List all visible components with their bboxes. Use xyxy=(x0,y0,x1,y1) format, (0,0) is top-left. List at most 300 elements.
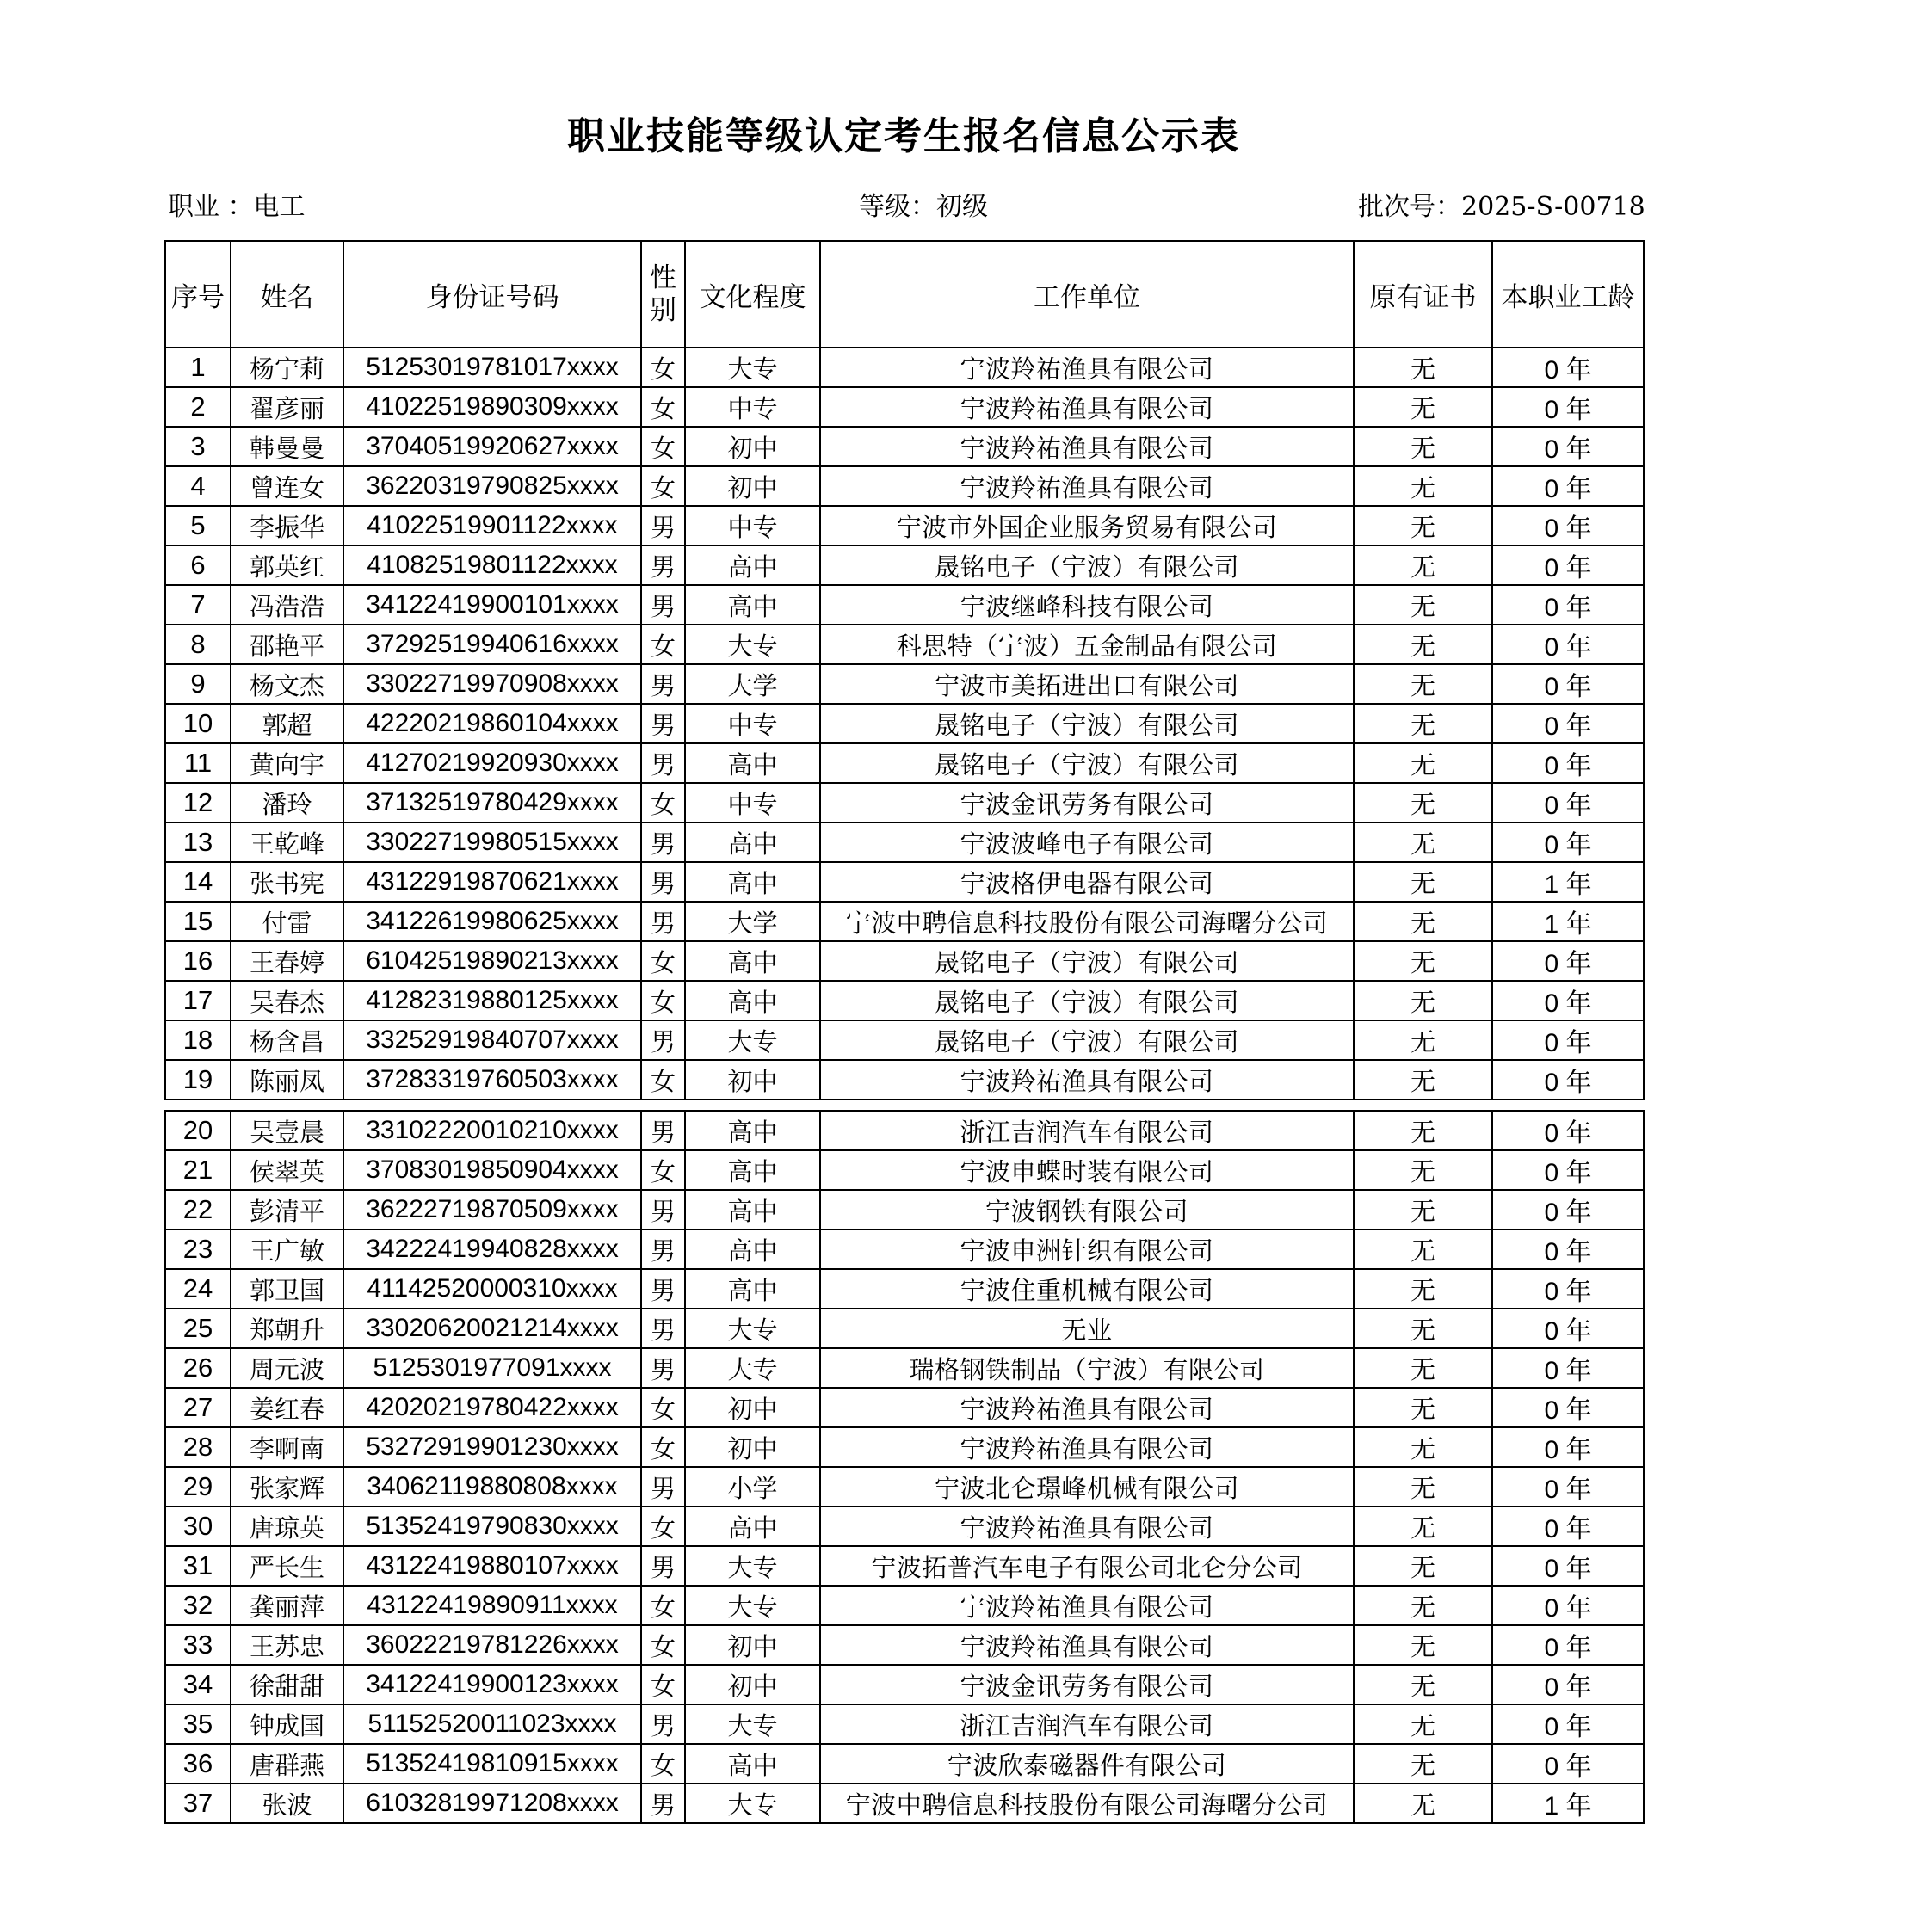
applicant-name-cell: 李振华 xyxy=(231,506,343,545)
existing-certificate-cell: 无 xyxy=(1354,1744,1492,1784)
work-unit-cell: 宁波拓普汽车电子有限公司北仑分公司 xyxy=(820,1546,1354,1586)
gender-cell: 男 xyxy=(641,1020,685,1060)
table-header-row xyxy=(165,241,1644,348)
id-number-cell: 5125301977091xxxx xyxy=(343,1348,641,1388)
education-level-cell: 高中 xyxy=(685,1744,820,1784)
table-row xyxy=(165,1506,1644,1546)
applicant-name-cell: 杨文杰 xyxy=(231,664,343,704)
id-number-cell: 33252919840707xxxx xyxy=(343,1020,641,1060)
education-level-cell: 高中 xyxy=(685,545,820,585)
existing-certificate-cell: 无 xyxy=(1354,1150,1492,1190)
table-row xyxy=(165,1586,1644,1625)
id-number-cell: 51152520011023xxxx xyxy=(343,1704,641,1744)
row-number-cell: 34 xyxy=(165,1665,231,1704)
work-unit-cell: 宁波格伊电器有限公司 xyxy=(820,862,1354,902)
header-no: 序号 xyxy=(165,241,231,348)
existing-certificate-cell: 无 xyxy=(1354,1309,1492,1348)
years-in-occupation-cell: 0 年 xyxy=(1492,348,1644,387)
batch-number-label: 批次号：2025-S-00718 xyxy=(1358,192,1645,222)
gender-cell: 男 xyxy=(641,1269,685,1309)
id-number-cell: 33102220010210xxxx xyxy=(343,1111,641,1150)
id-number-cell: 51352419810915xxxx xyxy=(343,1744,641,1784)
gender-cell: 女 xyxy=(641,427,685,466)
table-row xyxy=(165,625,1644,664)
years-in-occupation-cell: 0 年 xyxy=(1492,466,1644,506)
work-unit-cell: 宁波金讯劳务有限公司 xyxy=(820,783,1354,823)
years-in-occupation-cell: 0 年 xyxy=(1492,1060,1644,1100)
work-unit-cell: 晟铭电子（宁波）有限公司 xyxy=(820,704,1354,743)
table-row xyxy=(165,664,1644,704)
existing-certificate-cell: 无 xyxy=(1354,941,1492,981)
id-number-cell: 43122419890911xxxx xyxy=(343,1586,641,1625)
existing-certificate-cell: 无 xyxy=(1354,1625,1492,1665)
row-number-cell: 11 xyxy=(165,743,231,783)
row-number-cell: 3 xyxy=(165,427,231,466)
table-row xyxy=(165,704,1644,743)
id-number-cell: 42020219780422xxxx xyxy=(343,1388,641,1427)
row-number-cell: 24 xyxy=(165,1269,231,1309)
education-level-cell: 小学 xyxy=(685,1467,820,1506)
education-level-cell: 高中 xyxy=(685,941,820,981)
education-level-cell: 初中 xyxy=(685,1060,820,1100)
work-unit-cell: 晟铭电子（宁波）有限公司 xyxy=(820,1020,1354,1060)
applicant-name-cell: 郭英红 xyxy=(231,545,343,585)
row-number-cell: 17 xyxy=(165,981,231,1020)
id-number-cell: 36220319790825xxxx xyxy=(343,466,641,506)
id-number-cell: 61032819971208xxxx xyxy=(343,1784,641,1823)
applicant-name-cell: 曾连女 xyxy=(231,466,343,506)
work-unit-cell: 宁波申蝶时装有限公司 xyxy=(820,1150,1354,1190)
years-in-occupation-cell: 0 年 xyxy=(1492,1388,1644,1427)
id-number-cell: 37283319760503xxxx xyxy=(343,1060,641,1100)
years-in-occupation-cell: 0 年 xyxy=(1492,1229,1644,1269)
applicant-name-cell: 张书宪 xyxy=(231,862,343,902)
education-level-cell: 中专 xyxy=(685,387,820,427)
row-number-cell: 14 xyxy=(165,862,231,902)
years-in-occupation-cell: 0 年 xyxy=(1492,1506,1644,1546)
education-level-cell: 大专 xyxy=(685,1704,820,1744)
id-number-cell: 33020620021214xxxx xyxy=(343,1309,641,1348)
work-unit-cell: 宁波北仑璟峰机械有限公司 xyxy=(820,1467,1354,1506)
work-unit-cell: 宁波羚祐渔具有限公司 xyxy=(820,348,1354,387)
id-number-cell: 36022219781226xxxx xyxy=(343,1625,641,1665)
row-number-cell: 29 xyxy=(165,1467,231,1506)
years-in-occupation-cell: 0 年 xyxy=(1492,1150,1644,1190)
education-level-cell: 大专 xyxy=(685,1020,820,1060)
row-number-cell: 32 xyxy=(165,1586,231,1625)
gender-cell: 女 xyxy=(641,1586,685,1625)
row-number-cell: 6 xyxy=(165,545,231,585)
work-unit-cell: 晟铭电子（宁波）有限公司 xyxy=(820,743,1354,783)
work-unit-cell: 晟铭电子（宁波）有限公司 xyxy=(820,941,1354,981)
applicant-name-cell: 付雷 xyxy=(231,902,343,941)
table-row xyxy=(165,1704,1644,1744)
row-number-cell: 30 xyxy=(165,1506,231,1546)
work-unit-cell: 宁波市外国企业服务贸易有限公司 xyxy=(820,506,1354,545)
header-education: 文化程度 xyxy=(685,241,820,348)
row-number-cell: 16 xyxy=(165,941,231,981)
row-number-cell: 4 xyxy=(165,466,231,506)
id-number-cell: 37040519920627xxxx xyxy=(343,427,641,466)
table-row xyxy=(165,862,1644,902)
row-number-cell: 15 xyxy=(165,902,231,941)
id-number-cell: 61042519890213xxxx xyxy=(343,941,641,981)
header-name: 姓名 xyxy=(231,241,343,348)
years-in-occupation-cell: 0 年 xyxy=(1492,1704,1644,1744)
row-number-cell: 8 xyxy=(165,625,231,664)
education-level-cell: 大专 xyxy=(685,1546,820,1586)
years-in-occupation-cell: 1 年 xyxy=(1492,902,1644,941)
years-in-occupation-cell: 0 年 xyxy=(1492,625,1644,664)
years-in-occupation-cell: 0 年 xyxy=(1492,1546,1644,1586)
existing-certificate-cell: 无 xyxy=(1354,625,1492,664)
row-number-cell: 5 xyxy=(165,506,231,545)
gender-cell: 男 xyxy=(641,1229,685,1269)
id-number-cell: 37083019850904xxxx xyxy=(343,1150,641,1190)
id-number-cell: 41142520000310xxxx xyxy=(343,1269,641,1309)
education-level-cell: 高中 xyxy=(685,743,820,783)
gender-cell: 女 xyxy=(641,1744,685,1784)
education-level-cell: 初中 xyxy=(685,427,820,466)
table-row xyxy=(165,941,1644,981)
years-in-occupation-cell: 0 年 xyxy=(1492,1744,1644,1784)
education-level-cell: 大专 xyxy=(685,1586,820,1625)
gender-cell: 男 xyxy=(641,704,685,743)
education-level-cell: 初中 xyxy=(685,466,820,506)
id-number-cell: 34222419940828xxxx xyxy=(343,1229,641,1269)
table-row xyxy=(165,387,1644,427)
id-number-cell: 37292519940616xxxx xyxy=(343,625,641,664)
existing-certificate-cell: 无 xyxy=(1354,1784,1492,1823)
id-number-cell: 34122619980625xxxx xyxy=(343,902,641,941)
header-gender-char-2: 别 xyxy=(650,295,676,326)
gender-cell: 女 xyxy=(641,1665,685,1704)
years-in-occupation-cell: 0 年 xyxy=(1492,941,1644,981)
table-row xyxy=(165,506,1644,545)
work-unit-cell: 宁波欣泰磁器件有限公司 xyxy=(820,1744,1354,1784)
table-row xyxy=(165,585,1644,625)
table-row xyxy=(165,1060,1644,1100)
work-unit-cell: 宁波羚祐渔具有限公司 xyxy=(820,466,1354,506)
work-unit-cell: 宁波羚祐渔具有限公司 xyxy=(820,1586,1354,1625)
header-certificate: 原有证书 xyxy=(1354,241,1492,348)
table-row xyxy=(165,1020,1644,1060)
years-in-occupation-cell: 0 年 xyxy=(1492,1348,1644,1388)
gender-cell: 男 xyxy=(641,664,685,704)
years-in-occupation-cell: 0 年 xyxy=(1492,585,1644,625)
applicant-name-cell: 王乾峰 xyxy=(231,823,343,862)
table-row xyxy=(165,981,1644,1020)
existing-certificate-cell: 无 xyxy=(1354,1704,1492,1744)
work-unit-cell: 宁波申洲针织有限公司 xyxy=(820,1229,1354,1269)
applicant-name-cell: 郑朝升 xyxy=(231,1309,343,1348)
table-row xyxy=(165,1744,1644,1784)
years-in-occupation-cell: 0 年 xyxy=(1492,704,1644,743)
applicant-name-cell: 冯浩浩 xyxy=(231,585,343,625)
table-row xyxy=(165,1309,1644,1348)
work-unit-cell: 晟铭电子（宁波）有限公司 xyxy=(820,545,1354,585)
existing-certificate-cell: 无 xyxy=(1354,585,1492,625)
applicant-name-cell: 李啊南 xyxy=(231,1427,343,1467)
applicant-name-cell: 唐琼英 xyxy=(231,1506,343,1546)
table-row xyxy=(165,1784,1644,1823)
applicant-name-cell: 杨宁莉 xyxy=(231,348,343,387)
row-number-cell: 12 xyxy=(165,783,231,823)
years-in-occupation-cell: 1 年 xyxy=(1492,1784,1644,1823)
gender-cell: 男 xyxy=(641,862,685,902)
applicant-name-cell: 周元波 xyxy=(231,1348,343,1388)
table-row xyxy=(165,743,1644,783)
existing-certificate-cell: 无 xyxy=(1354,1060,1492,1100)
existing-certificate-cell: 无 xyxy=(1354,545,1492,585)
row-number-cell: 25 xyxy=(165,1309,231,1348)
gender-cell: 女 xyxy=(641,1388,685,1427)
work-unit-cell: 浙江吉润汽车有限公司 xyxy=(820,1704,1354,1744)
years-in-occupation-cell: 0 年 xyxy=(1492,1020,1644,1060)
table-row xyxy=(165,427,1644,466)
applicant-name-cell: 唐群燕 xyxy=(231,1744,343,1784)
id-number-cell: 41022519890309xxxx xyxy=(343,387,641,427)
applicant-name-cell: 邵艳平 xyxy=(231,625,343,664)
table-row xyxy=(165,1467,1644,1506)
work-unit-cell: 科思特（宁波）五金制品有限公司 xyxy=(820,625,1354,664)
education-level-cell: 中专 xyxy=(685,506,820,545)
applicant-name-cell: 潘玲 xyxy=(231,783,343,823)
gender-cell: 男 xyxy=(641,585,685,625)
education-level-cell: 初中 xyxy=(685,1427,820,1467)
education-level-cell: 高中 xyxy=(685,981,820,1020)
gender-cell: 女 xyxy=(641,783,685,823)
existing-certificate-cell: 无 xyxy=(1354,664,1492,704)
years-in-occupation-cell: 0 年 xyxy=(1492,823,1644,862)
header-gender xyxy=(641,241,685,348)
row-number-cell: 33 xyxy=(165,1625,231,1665)
education-level-cell: 初中 xyxy=(685,1665,820,1704)
row-number-cell: 36 xyxy=(165,1744,231,1784)
work-unit-cell: 宁波继峰科技有限公司 xyxy=(820,585,1354,625)
id-number-cell: 51253019781017xxxx xyxy=(343,348,641,387)
row-number-cell: 28 xyxy=(165,1427,231,1467)
gender-cell: 女 xyxy=(641,348,685,387)
row-number-cell: 20 xyxy=(165,1111,231,1150)
registration-table-page-1 xyxy=(164,240,1645,1100)
table-body-page-2 xyxy=(165,1111,1644,1823)
gender-cell: 女 xyxy=(641,981,685,1020)
table-row xyxy=(165,1546,1644,1586)
table-row xyxy=(165,1111,1644,1150)
education-level-cell: 高中 xyxy=(685,1269,820,1309)
work-unit-cell: 宁波中聘信息科技股份有限公司海曙分公司 xyxy=(820,902,1354,941)
work-unit-cell: 浙江吉润汽车有限公司 xyxy=(820,1111,1354,1150)
id-number-cell: 34062119880808xxxx xyxy=(343,1467,641,1506)
years-in-occupation-cell: 0 年 xyxy=(1492,1665,1644,1704)
education-level-cell: 大专 xyxy=(685,348,820,387)
existing-certificate-cell: 无 xyxy=(1354,387,1492,427)
table-row xyxy=(165,1269,1644,1309)
table-row xyxy=(165,1427,1644,1467)
row-number-cell: 31 xyxy=(165,1546,231,1586)
id-number-cell: 43122419880107xxxx xyxy=(343,1546,641,1586)
gender-cell: 男 xyxy=(641,1467,685,1506)
header-unit: 工作单位 xyxy=(820,241,1354,348)
table-row xyxy=(165,902,1644,941)
registration-table-page-2 xyxy=(164,1110,1645,1824)
existing-certificate-cell: 无 xyxy=(1354,1467,1492,1506)
education-level-cell: 高中 xyxy=(685,1150,820,1190)
table-row xyxy=(165,1348,1644,1388)
years-in-occupation-cell: 0 年 xyxy=(1492,1309,1644,1348)
existing-certificate-cell: 无 xyxy=(1354,348,1492,387)
id-number-cell: 34122419900123xxxx xyxy=(343,1665,641,1704)
existing-certificate-cell: 无 xyxy=(1354,466,1492,506)
work-unit-cell: 宁波钢铁有限公司 xyxy=(820,1190,1354,1229)
table-row xyxy=(165,783,1644,823)
row-number-cell: 2 xyxy=(165,387,231,427)
existing-certificate-cell: 无 xyxy=(1354,1269,1492,1309)
years-in-occupation-cell: 0 年 xyxy=(1492,545,1644,585)
work-unit-cell: 无业 xyxy=(820,1309,1354,1348)
applicant-name-cell: 郭超 xyxy=(231,704,343,743)
existing-certificate-cell: 无 xyxy=(1354,506,1492,545)
gender-cell: 女 xyxy=(641,1625,685,1665)
education-level-cell: 高中 xyxy=(685,1111,820,1150)
work-unit-cell: 宁波羚祐渔具有限公司 xyxy=(820,1625,1354,1665)
years-in-occupation-cell: 0 年 xyxy=(1492,783,1644,823)
work-unit-cell: 宁波羚祐渔具有限公司 xyxy=(820,427,1354,466)
row-number-cell: 23 xyxy=(165,1229,231,1269)
gender-cell: 男 xyxy=(641,823,685,862)
years-in-occupation-cell: 0 年 xyxy=(1492,1467,1644,1506)
applicant-name-cell: 严长生 xyxy=(231,1546,343,1586)
id-number-cell: 41270219920930xxxx xyxy=(343,743,641,783)
gender-cell: 女 xyxy=(641,941,685,981)
existing-certificate-cell: 无 xyxy=(1354,1020,1492,1060)
gender-cell: 女 xyxy=(641,1060,685,1100)
id-number-cell: 51352419790830xxxx xyxy=(343,1506,641,1546)
table-row xyxy=(165,1229,1644,1269)
education-level-cell: 大专 xyxy=(685,1348,820,1388)
row-number-cell: 18 xyxy=(165,1020,231,1060)
gender-cell: 女 xyxy=(641,387,685,427)
applicant-name-cell: 张家辉 xyxy=(231,1467,343,1506)
existing-certificate-cell: 无 xyxy=(1354,1229,1492,1269)
years-in-occupation-cell: 0 年 xyxy=(1492,1427,1644,1467)
education-level-cell: 初中 xyxy=(685,1625,820,1665)
applicant-name-cell: 杨含昌 xyxy=(231,1020,343,1060)
applicant-name-cell: 徐甜甜 xyxy=(231,1665,343,1704)
applicant-name-cell: 侯翠英 xyxy=(231,1150,343,1190)
gender-cell: 男 xyxy=(641,1704,685,1744)
work-unit-cell: 瑞格钢铁制品（宁波）有限公司 xyxy=(820,1348,1354,1388)
id-number-cell: 41022519901122xxxx xyxy=(343,506,641,545)
existing-certificate-cell: 无 xyxy=(1354,823,1492,862)
row-number-cell: 7 xyxy=(165,585,231,625)
id-number-cell: 36222719870509xxxx xyxy=(343,1190,641,1229)
work-unit-cell: 宁波波峰电子有限公司 xyxy=(820,823,1354,862)
gender-cell: 男 xyxy=(641,1309,685,1348)
id-number-cell: 43122919870621xxxx xyxy=(343,862,641,902)
gender-cell: 女 xyxy=(641,466,685,506)
row-number-cell: 9 xyxy=(165,664,231,704)
education-level-cell: 大学 xyxy=(685,902,820,941)
education-level-cell: 高中 xyxy=(685,1190,820,1229)
table-row xyxy=(165,1625,1644,1665)
row-number-cell: 19 xyxy=(165,1060,231,1100)
table-row xyxy=(165,1190,1644,1229)
years-in-occupation-cell: 0 年 xyxy=(1492,1625,1644,1665)
id-number-cell: 33022719970908xxxx xyxy=(343,664,641,704)
existing-certificate-cell: 无 xyxy=(1354,1348,1492,1388)
work-unit-cell: 宁波羚祐渔具有限公司 xyxy=(820,1506,1354,1546)
level-label: 等级：初级 xyxy=(859,192,988,222)
existing-certificate-cell: 无 xyxy=(1354,1586,1492,1625)
table-row xyxy=(165,1388,1644,1427)
years-in-occupation-cell: 0 年 xyxy=(1492,664,1644,704)
existing-certificate-cell: 无 xyxy=(1354,1190,1492,1229)
existing-certificate-cell: 无 xyxy=(1354,783,1492,823)
years-in-occupation-cell: 0 年 xyxy=(1492,427,1644,466)
existing-certificate-cell: 无 xyxy=(1354,862,1492,902)
applicant-name-cell: 姜红春 xyxy=(231,1388,343,1427)
header-years: 本职业工龄 xyxy=(1492,241,1644,348)
work-unit-cell: 宁波羚祐渔具有限公司 xyxy=(820,1427,1354,1467)
gender-cell: 男 xyxy=(641,545,685,585)
applicant-name-cell: 韩曼曼 xyxy=(231,427,343,466)
work-unit-cell: 宁波中聘信息科技股份有限公司海曙分公司 xyxy=(820,1784,1354,1823)
education-level-cell: 大专 xyxy=(685,1309,820,1348)
education-level-cell: 中专 xyxy=(685,704,820,743)
gender-cell: 男 xyxy=(641,506,685,545)
existing-certificate-cell: 无 xyxy=(1354,1111,1492,1150)
table-row xyxy=(165,823,1644,862)
gender-cell: 男 xyxy=(641,743,685,783)
existing-certificate-cell: 无 xyxy=(1354,1546,1492,1586)
applicant-name-cell: 彭清平 xyxy=(231,1190,343,1229)
row-number-cell: 21 xyxy=(165,1150,231,1190)
header-id: 身份证号码 xyxy=(343,241,641,348)
applicant-name-cell: 陈丽凤 xyxy=(231,1060,343,1100)
gender-cell: 女 xyxy=(641,1427,685,1467)
applicant-name-cell: 张波 xyxy=(231,1784,343,1823)
applicant-name-cell: 龚丽萍 xyxy=(231,1586,343,1625)
applicant-name-cell: 吴壹晨 xyxy=(231,1111,343,1150)
id-number-cell: 41082519801122xxxx xyxy=(343,545,641,585)
row-number-cell: 13 xyxy=(165,823,231,862)
applicant-name-cell: 王苏忠 xyxy=(231,1625,343,1665)
existing-certificate-cell: 无 xyxy=(1354,1665,1492,1704)
applicant-name-cell: 王广敏 xyxy=(231,1229,343,1269)
id-number-cell: 53272919901230xxxx xyxy=(343,1427,641,1467)
years-in-occupation-cell: 0 年 xyxy=(1492,1190,1644,1229)
table-row xyxy=(165,1150,1644,1190)
education-level-cell: 中专 xyxy=(685,783,820,823)
gender-cell: 男 xyxy=(641,1784,685,1823)
work-unit-cell: 宁波羚祐渔具有限公司 xyxy=(820,1060,1354,1100)
years-in-occupation-cell: 0 年 xyxy=(1492,387,1644,427)
years-in-occupation-cell: 1 年 xyxy=(1492,862,1644,902)
row-number-cell: 27 xyxy=(165,1388,231,1427)
table-row xyxy=(165,466,1644,506)
work-unit-cell: 晟铭电子（宁波）有限公司 xyxy=(820,981,1354,1020)
existing-certificate-cell: 无 xyxy=(1354,1427,1492,1467)
gender-cell: 男 xyxy=(641,1546,685,1586)
years-in-occupation-cell: 0 年 xyxy=(1492,1269,1644,1309)
gender-cell: 男 xyxy=(641,1190,685,1229)
existing-certificate-cell: 无 xyxy=(1354,427,1492,466)
years-in-occupation-cell: 0 年 xyxy=(1492,1586,1644,1625)
id-number-cell: 41282319880125xxxx xyxy=(343,981,641,1020)
education-level-cell: 高中 xyxy=(685,823,820,862)
